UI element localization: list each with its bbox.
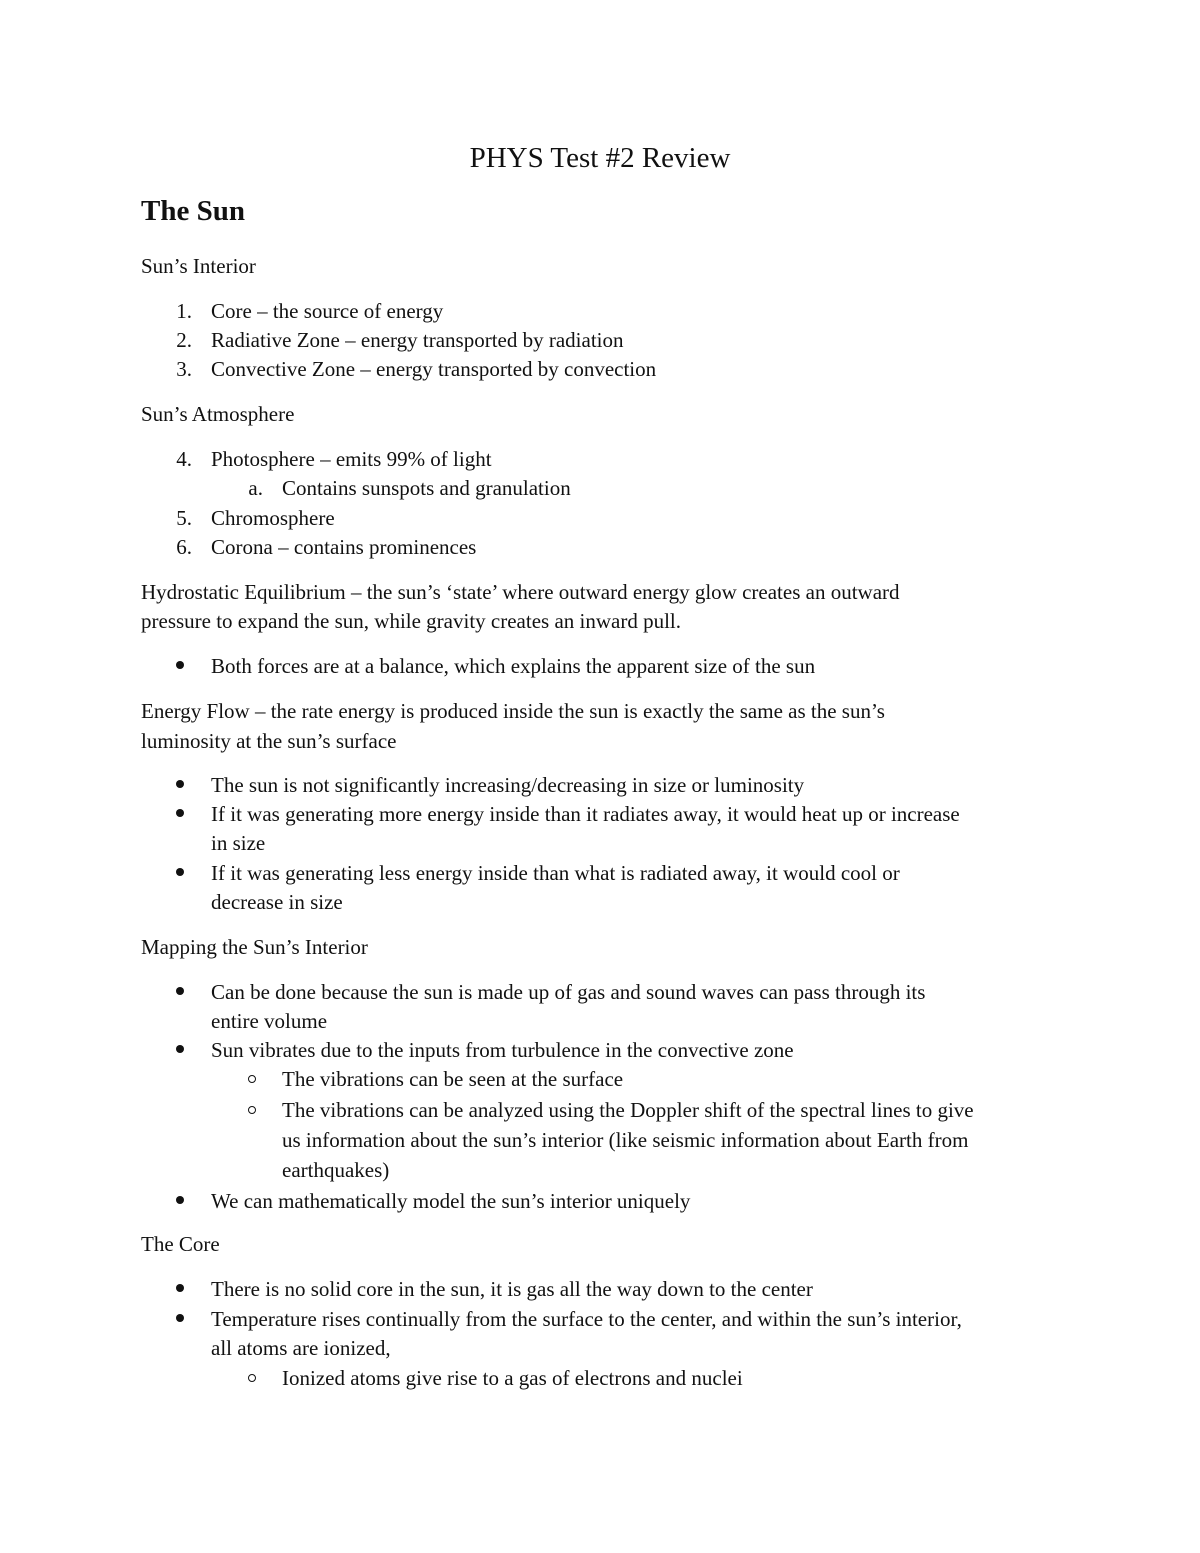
bullet-icon [176, 987, 184, 995]
list-number: 3. [176, 357, 192, 381]
list-item: Chromosphere [211, 506, 335, 530]
bullet-item: Both forces are at a balance, which explains the apparent size of the sun [211, 654, 816, 678]
bullet-item-continued: in size [211, 831, 266, 855]
interior-heading: Sun’s Interior [141, 254, 256, 278]
sub-bullet-item-continued: us information about the sun’s interior (like seismic information about Earth from [282, 1128, 969, 1152]
bullet-icon [176, 868, 184, 876]
bullet-icon [176, 1196, 184, 1204]
bullet-icon [176, 809, 184, 817]
list-letter: a. [248, 476, 263, 500]
sub-bullet-icon [248, 1106, 256, 1114]
bullet-item: Temperature rises continually from the surface to the center, and within the sun’s interior, [211, 1307, 962, 1331]
bullet-icon [176, 1284, 184, 1292]
list-item: Core – the source of energy [211, 299, 444, 323]
bullet-item: Sun vibrates due to the inputs from turbulence in the convective zone [211, 1038, 794, 1062]
list-item: Corona – contains prominences [211, 535, 477, 559]
paragraph-line: luminosity at the sun’s surface [141, 729, 397, 753]
section-heading: The Sun [141, 195, 245, 227]
bullet-item-continued: decrease in size [211, 890, 343, 914]
list-item: Photosphere – emits 99% of light [211, 447, 492, 471]
bullet-item-continued: entire volume [211, 1009, 328, 1033]
atmosphere-heading: Sun’s Atmosphere [141, 402, 295, 426]
bullet-icon [176, 1045, 184, 1053]
list-item: Contains sunspots and granulation [282, 476, 571, 500]
core-heading: The Core [141, 1232, 220, 1256]
bullet-icon [176, 780, 184, 788]
list-number: 1. [176, 299, 192, 323]
bullet-icon [176, 1314, 184, 1322]
paragraph-line: Hydrostatic Equilibrium – the sun’s ‘state’ where outward energy glow creates an outward [141, 580, 900, 604]
bullet-item: We can mathematically model the sun’s interior uniquely [211, 1189, 691, 1213]
sub-bullet-icon [248, 1075, 256, 1083]
list-number: 5. [176, 506, 192, 530]
mapping-heading: Mapping the Sun’s Interior [141, 935, 368, 959]
paragraph-line: Energy Flow – the rate energy is produced inside the sun is exactly the same as the sun’s [141, 699, 885, 723]
sub-bullet-item: Ionized atoms give rise to a gas of electrons and nuclei [282, 1366, 743, 1390]
paragraph-line: pressure to expand the sun, while gravity creates an inward pull. [141, 609, 682, 633]
list-number: 2. [176, 328, 192, 352]
bullet-item-continued: all atoms are ionized, [211, 1336, 391, 1360]
bullet-item: If it was generating more energy inside than it radiates away, it would heat up or increase [211, 802, 960, 826]
bullet-icon [176, 661, 184, 669]
list-item: Convective Zone – energy transported by convection [211, 357, 657, 381]
bullet-item: Can be done because the sun is made up of gas and sound waves can pass through its [211, 980, 926, 1004]
sub-bullet-item-continued: earthquakes) [282, 1158, 390, 1182]
bullet-item: The sun is not significantly increasing/decreasing in size or luminosity [211, 773, 805, 797]
sub-bullet-icon [248, 1374, 256, 1382]
sub-bullet-item: The vibrations can be analyzed using the Doppler shift of the spectral lines to give [282, 1098, 974, 1122]
bullet-item: There is no solid core in the sun, it is gas all the way down to the center [211, 1277, 813, 1301]
sub-bullet-item: The vibrations can be seen at the surface [282, 1067, 624, 1091]
list-number: 4. [176, 447, 192, 471]
list-number: 6. [176, 535, 192, 559]
list-item: Radiative Zone – energy transported by radiation [211, 328, 624, 352]
page-title: PHYS Test #2 Review [469, 142, 731, 174]
bullet-item: If it was generating less energy inside than what is radiated away, it would cool or [211, 861, 900, 885]
